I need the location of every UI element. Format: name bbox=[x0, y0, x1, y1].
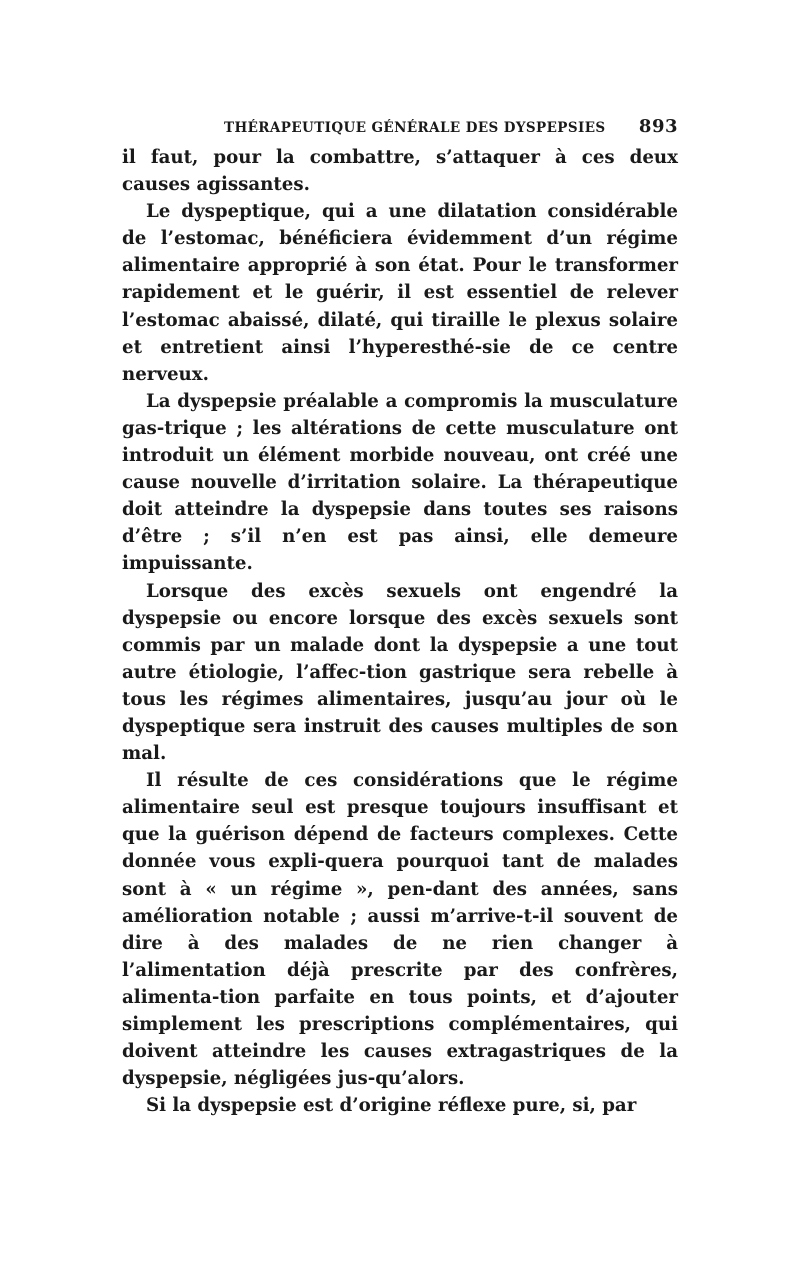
paragraph: Le dyspeptique, qui a une dilatation considérable de l’estomac, bénéficiera évidemment d’un régime alimentaire approprié à son état. Pour le transformer rapidement et le guérir, il est essentiel de relever l’estomac abaissé, dilaté, qui tiraille le plexus solaire et entretient ainsi l’hyperesthé-sie de ce centre nerveux. bbox=[122, 201, 678, 385]
running-title: THÉRAPEUTIQUE GÉNÉRALE DES DYSPEPSIES bbox=[224, 120, 606, 136]
paragraph: Lorsque des excès sexuels ont engendré la dyspepsie ou encore lorsque des excès sexuels sont commis par un malade dont la dyspepsie a une tout autre étiologie, l’affec-tion gastrique sera rebelle à tous les régimes alimentaires, jusqu’au jour où le dyspeptique sera instruit des causes multiples de son mal. bbox=[122, 580, 678, 765]
running-head bbox=[122, 112, 678, 144]
paragraph: Il résulte de ces considérations que le régime alimentaire seul est presque toujours insuffisant et que la guérison dépend de facteurs complexes. Cette donnée vous expli-quera pourquoi tant de malades sont à « un régime », pen-dant des années, sans amélioration notable ; aussi m’arrive-t-il souvent de dire à des malades de ne rien changer à l’alimentation déjà prescrite par des confrères, alimenta-tion parfaite en tous points, et d’ajouter simplement les prescriptions complémentaires, qui doivent atteindre les causes extragastriques de la dyspepsie, négligées jus-qu’alors. bbox=[122, 770, 678, 1090]
paragraph-continuation: il faut, pour la combattre, s’attaquer à ces deux causes agissantes. bbox=[122, 147, 678, 196]
page-number: 893 bbox=[638, 116, 678, 137]
body-text bbox=[122, 144, 678, 1119]
paragraph: Si la dyspepsie est d’origine réflexe pure, si, par bbox=[146, 1095, 637, 1117]
paragraph: La dyspepsie préalable a compromis la musculature gas-trique ; les altérations de cette musculature ont introduit un élément morbide nouveau, ont créé une cause nouvelle d’irritation solaire. La thérapeutique doit atteindre la dyspepsie dans toutes ses raisons d’être ; s’il n’en est pas ainsi, elle demeure impuissante. bbox=[122, 390, 678, 575]
book-page bbox=[122, 112, 678, 1119]
